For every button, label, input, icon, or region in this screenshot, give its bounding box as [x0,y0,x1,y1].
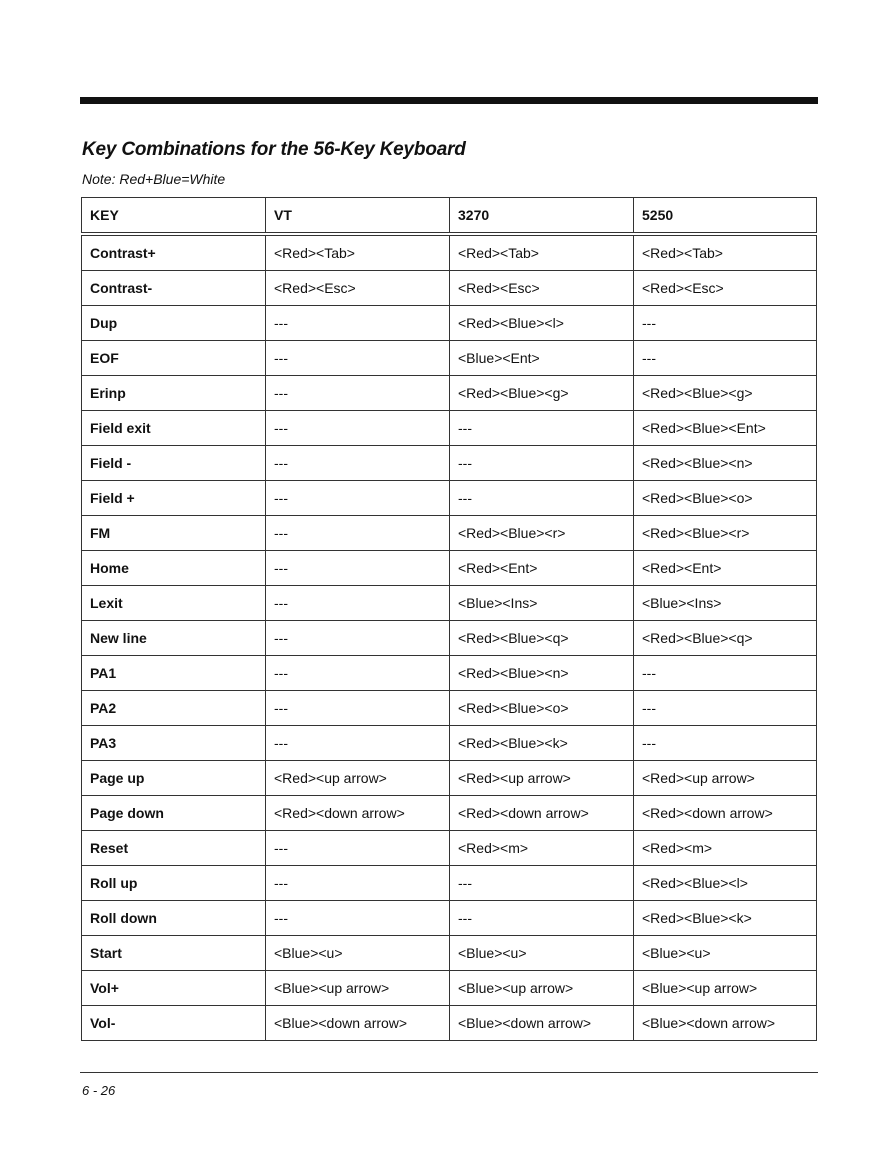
cell-3270: --- [450,481,634,516]
cell-key: Field exit [82,411,266,446]
cell-3270: <Blue><up arrow> [450,971,634,1006]
cell-5250: <Red><Ent> [634,551,817,586]
cell-key: Start [82,936,266,971]
table-row [82,306,817,341]
cell-vt: --- [266,726,450,761]
cell-5250: <Blue><up arrow> [634,971,817,1006]
cell-3270: <Red><up arrow> [450,761,634,796]
table-row [82,411,817,446]
cell-3270: <Blue><down arrow> [450,1006,634,1041]
cell-key: Field - [82,446,266,481]
cell-vt: --- [266,621,450,656]
cell-5250: <Red><Blue><n> [634,446,817,481]
cell-5250: <Red><Esc> [634,271,817,306]
cell-vt: --- [266,831,450,866]
header-rule [80,97,818,104]
cell-vt: <Blue><u> [266,936,450,971]
table-row [82,761,817,796]
cell-vt: <Red><Esc> [266,271,450,306]
cell-key: Vol+ [82,971,266,1006]
table-row [82,901,817,936]
cell-vt: --- [266,481,450,516]
page-title: Key Combinations for the 56-Key Keyboard [82,139,466,160]
cell-key: Erinp [82,376,266,411]
cell-5250: --- [634,656,817,691]
cell-key: Roll down [82,901,266,936]
cell-vt: --- [266,446,450,481]
table-row [82,446,817,481]
cell-vt: <Red><Tab> [266,234,450,271]
header-key: KEY [82,198,266,235]
cell-3270: <Blue><Ent> [450,341,634,376]
cell-vt: --- [266,341,450,376]
cell-key: New line [82,621,266,656]
table-row [82,936,817,971]
cell-3270: --- [450,446,634,481]
cell-5250: <Blue><u> [634,936,817,971]
table-row [82,1006,817,1041]
cell-5250: <Red><Blue><k> [634,901,817,936]
cell-vt: --- [266,691,450,726]
cell-key: Roll up [82,866,266,901]
cell-key: Contrast+ [82,234,266,271]
table-row [82,691,817,726]
cell-3270: <Blue><Ins> [450,586,634,621]
cell-5250: <Red><down arrow> [634,796,817,831]
cell-3270: <Red><Blue><n> [450,656,634,691]
key-combinations-table [81,197,817,1041]
cell-5250: <Red><Blue><r> [634,516,817,551]
cell-key: Page down [82,796,266,831]
cell-3270: <Red><m> [450,831,634,866]
table-row [82,376,817,411]
cell-vt: <Red><up arrow> [266,761,450,796]
cell-3270: <Red><Blue><k> [450,726,634,761]
cell-3270: <Red><Tab> [450,234,634,271]
cell-5250: <Red><up arrow> [634,761,817,796]
cell-key: PA3 [82,726,266,761]
table-row [82,656,817,691]
cell-key: EOF [82,341,266,376]
cell-key: Lexit [82,586,266,621]
cell-5250: <Red><m> [634,831,817,866]
cell-vt: <Red><down arrow> [266,796,450,831]
table-row [82,866,817,901]
cell-vt: --- [266,586,450,621]
cell-3270: --- [450,411,634,446]
table-row [82,831,817,866]
cell-3270: <Red><Blue><q> [450,621,634,656]
table-row [82,481,817,516]
header-5250: 5250 [634,198,817,235]
cell-5250: --- [634,691,817,726]
table-row [82,341,817,376]
cell-5250: --- [634,726,817,761]
cell-vt: <Blue><up arrow> [266,971,450,1006]
cell-5250: --- [634,306,817,341]
cell-key: Contrast- [82,271,266,306]
footer-rule [80,1072,818,1073]
cell-3270: <Red><Esc> [450,271,634,306]
cell-vt: --- [266,551,450,586]
cell-key: Field + [82,481,266,516]
cell-key: Vol- [82,1006,266,1041]
cell-key: Home [82,551,266,586]
cell-3270: <Red><Blue><r> [450,516,634,551]
cell-3270: --- [450,901,634,936]
table-row [82,234,817,271]
cell-5250: <Red><Blue><g> [634,376,817,411]
cell-key: Reset [82,831,266,866]
cell-5250: <Blue><down arrow> [634,1006,817,1041]
cell-vt: --- [266,901,450,936]
cell-vt: --- [266,516,450,551]
cell-3270: <Red><Ent> [450,551,634,586]
table-body [82,234,817,1041]
cell-5250: <Red><Tab> [634,234,817,271]
table-header-row [82,198,817,235]
table-row [82,796,817,831]
cell-vt: --- [266,376,450,411]
cell-key: Page up [82,761,266,796]
cell-3270: --- [450,866,634,901]
table-row [82,271,817,306]
table-row [82,621,817,656]
cell-key: PA1 [82,656,266,691]
table-row [82,971,817,1006]
cell-5250: --- [634,341,817,376]
cell-key: FM [82,516,266,551]
color-note: Note: Red+Blue=White [82,171,226,187]
cell-5250: <Red><Blue><q> [634,621,817,656]
page-number: 6 - 26 [82,1083,116,1098]
cell-key: Dup [82,306,266,341]
header-vt: VT [266,198,450,235]
cell-5250: <Red><Blue><o> [634,481,817,516]
cell-3270: <Red><Blue><g> [450,376,634,411]
table-row [82,586,817,621]
cell-3270: <Red><Blue><o> [450,691,634,726]
cell-5250: <Red><Blue><Ent> [634,411,817,446]
cell-vt: --- [266,656,450,691]
cell-key: PA2 [82,691,266,726]
cell-3270: <Red><down arrow> [450,796,634,831]
cell-3270: <Blue><u> [450,936,634,971]
cell-vt: --- [266,866,450,901]
header-3270: 3270 [450,198,634,235]
cell-3270: <Red><Blue><l> [450,306,634,341]
cell-5250: <Blue><Ins> [634,586,817,621]
cell-vt: <Blue><down arrow> [266,1006,450,1041]
table-row [82,726,817,761]
cell-5250: <Red><Blue><l> [634,866,817,901]
table-row [82,551,817,586]
cell-vt: --- [266,306,450,341]
table-row [82,516,817,551]
cell-vt: --- [266,411,450,446]
